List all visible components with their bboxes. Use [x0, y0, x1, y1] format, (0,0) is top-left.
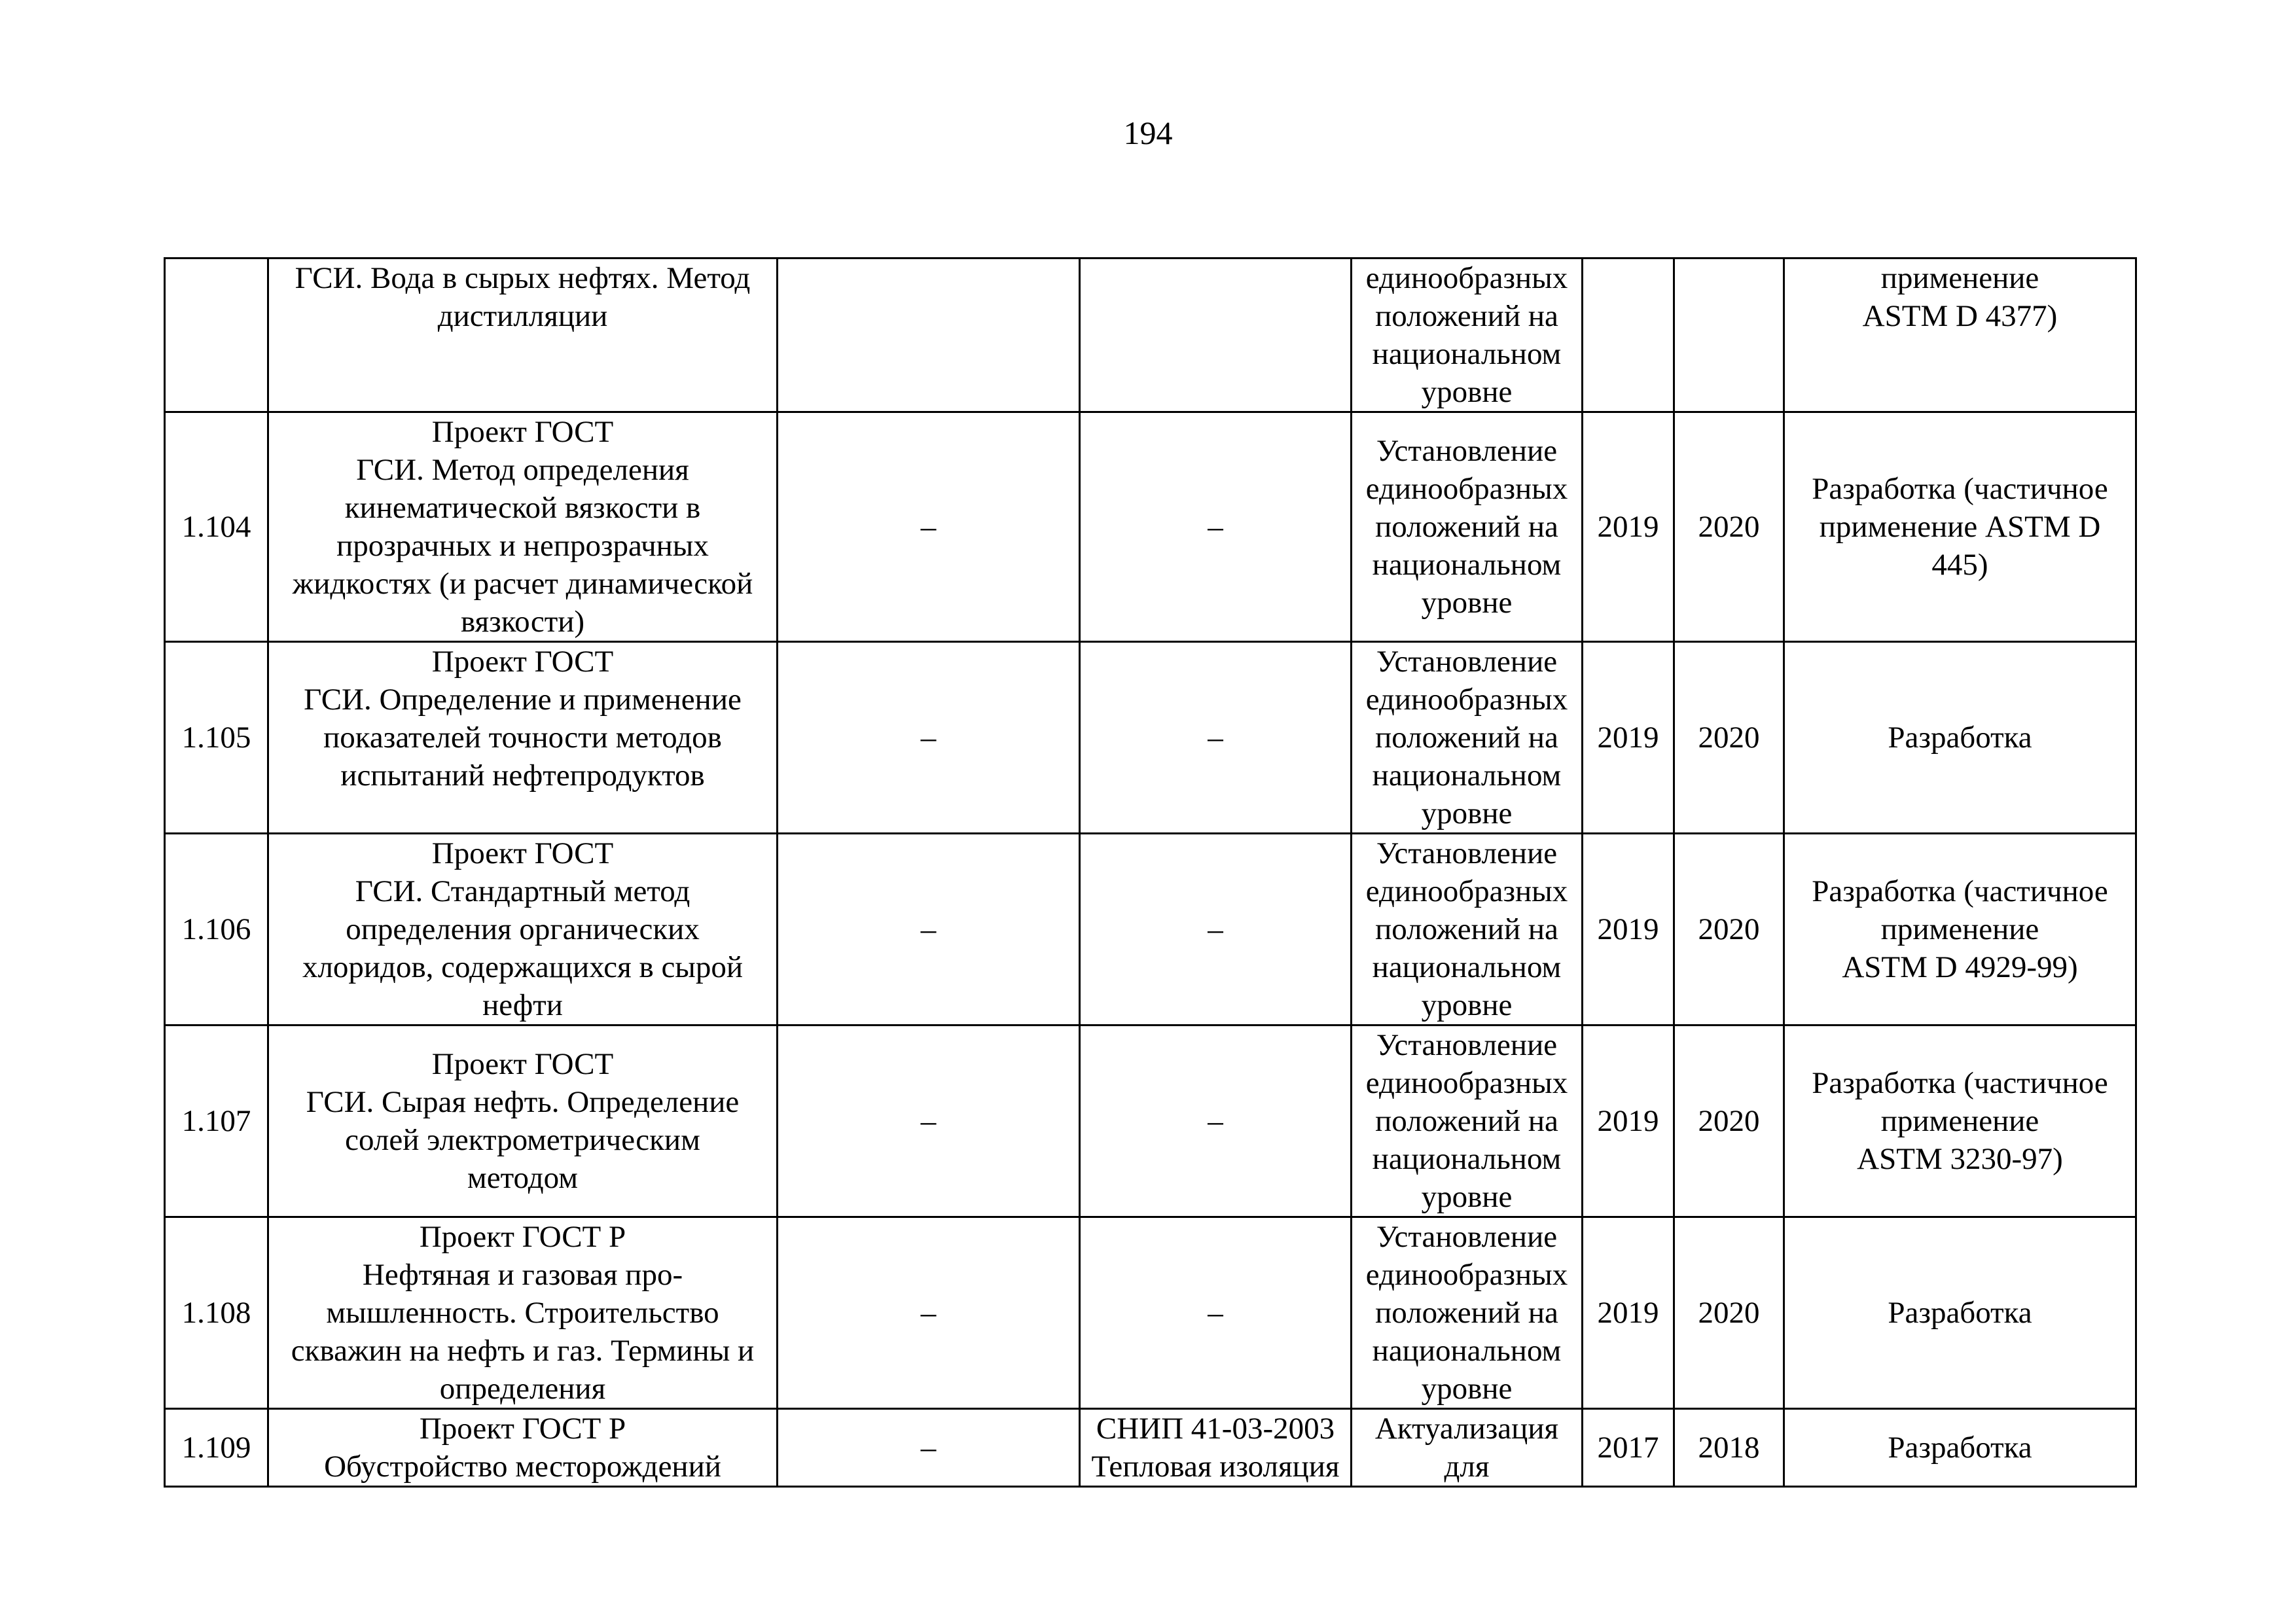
start-year: 2019 — [1583, 1026, 1674, 1217]
document-title: Проект ГОСТ Р Нефтяная и газовая про- мышленность. Строительство скважин на нефть и газ. Термины и определения — [268, 1217, 778, 1409]
note-cell: Разработка (частичное применение ASTM D 445) — [1784, 412, 2136, 642]
purpose-cell: Установление единообразных положений на национальном уровне — [1352, 1217, 1583, 1409]
replaced-document-cell: – — [1080, 1026, 1352, 1217]
item-number — [165, 259, 268, 412]
end-year — [1674, 259, 1784, 412]
column-3-cell: – — [778, 1217, 1080, 1409]
purpose-cell: Установление единообразных положений на национальном уровне — [1352, 642, 1583, 834]
table-row — [165, 1026, 2136, 1217]
document-title: Проект ГОСТ ГСИ. Метод определения кинематической вязкости в прозрачных и непрозрачных жидкостях (и расчет динамической вязкости) — [268, 412, 778, 642]
standards-table — [164, 257, 2137, 1488]
note-cell: Разработка — [1784, 642, 2136, 834]
column-3-cell — [778, 259, 1080, 412]
replaced-document-cell — [1080, 259, 1352, 412]
document-title: ГСИ. Вода в сырых нефтях. Метод дистилляции — [268, 259, 778, 412]
table-row — [165, 834, 2136, 1026]
start-year: 2019 — [1583, 1217, 1674, 1409]
document-title: Проект ГОСТ ГСИ. Сырая нефть. Определение солей электрометрическим методом — [268, 1026, 778, 1217]
item-number: 1.104 — [165, 412, 268, 642]
item-number: 1.107 — [165, 1026, 268, 1217]
item-number: 1.109 — [165, 1409, 268, 1487]
purpose-cell: Установление единообразных положений на национальном уровне — [1352, 412, 1583, 642]
document-title: Проект ГОСТ ГСИ. Определение и применение показателей точности методов испытаний нефтепродуктов — [268, 642, 778, 834]
end-year: 2020 — [1674, 1026, 1784, 1217]
end-year: 2020 — [1674, 1217, 1784, 1409]
replaced-document-cell: – — [1080, 1217, 1352, 1409]
column-3-cell: – — [778, 412, 1080, 642]
start-year: 2019 — [1583, 412, 1674, 642]
table-row — [165, 1409, 2136, 1487]
page-number: 194 — [1123, 115, 1173, 151]
start-year: 2019 — [1583, 834, 1674, 1026]
note-cell: Разработка — [1784, 1217, 2136, 1409]
start-year: 2019 — [1583, 642, 1674, 834]
replaced-document-cell: СНИП 41-03-2003 Тепловая изоляция — [1080, 1409, 1352, 1487]
note-cell: применение ASTM D 4377) — [1784, 259, 2136, 412]
replaced-document-cell: – — [1080, 834, 1352, 1026]
column-3-cell: – — [778, 1026, 1080, 1217]
replaced-document-cell: – — [1080, 412, 1352, 642]
note-cell: Разработка — [1784, 1409, 2136, 1487]
note-cell: Разработка (частичное применение ASTM D 4929-99) — [1784, 834, 2136, 1026]
purpose-cell: Установление единообразных положений на национальном уровне — [1352, 1026, 1583, 1217]
end-year: 2020 — [1674, 412, 1784, 642]
end-year: 2020 — [1674, 834, 1784, 1026]
document-title: Проект ГОСТ Р Обустройство месторождений — [268, 1409, 778, 1487]
start-year: 2017 — [1583, 1409, 1674, 1487]
start-year — [1583, 259, 1674, 412]
column-3-cell: – — [778, 834, 1080, 1026]
purpose-cell: Актуализация для — [1352, 1409, 1583, 1487]
purpose-cell: единообразных положений на национальном уровне — [1352, 259, 1583, 412]
item-number: 1.108 — [165, 1217, 268, 1409]
replaced-document-cell: – — [1080, 642, 1352, 834]
table-row — [165, 259, 2136, 412]
table-row — [165, 412, 2136, 642]
item-number: 1.105 — [165, 642, 268, 834]
end-year: 2018 — [1674, 1409, 1784, 1487]
table-row — [165, 642, 2136, 834]
document-title: Проект ГОСТ ГСИ. Стандартный метод определения органических хлоридов, содержащихся в сырой нефти — [268, 834, 778, 1026]
end-year: 2020 — [1674, 642, 1784, 834]
column-3-cell: – — [778, 642, 1080, 834]
column-3-cell: – — [778, 1409, 1080, 1487]
note-cell: Разработка (частичное применение ASTM 3230-97) — [1784, 1026, 2136, 1217]
table-row — [165, 1217, 2136, 1409]
item-number: 1.106 — [165, 834, 268, 1026]
purpose-cell: Установление единообразных положений на национальном уровне — [1352, 834, 1583, 1026]
